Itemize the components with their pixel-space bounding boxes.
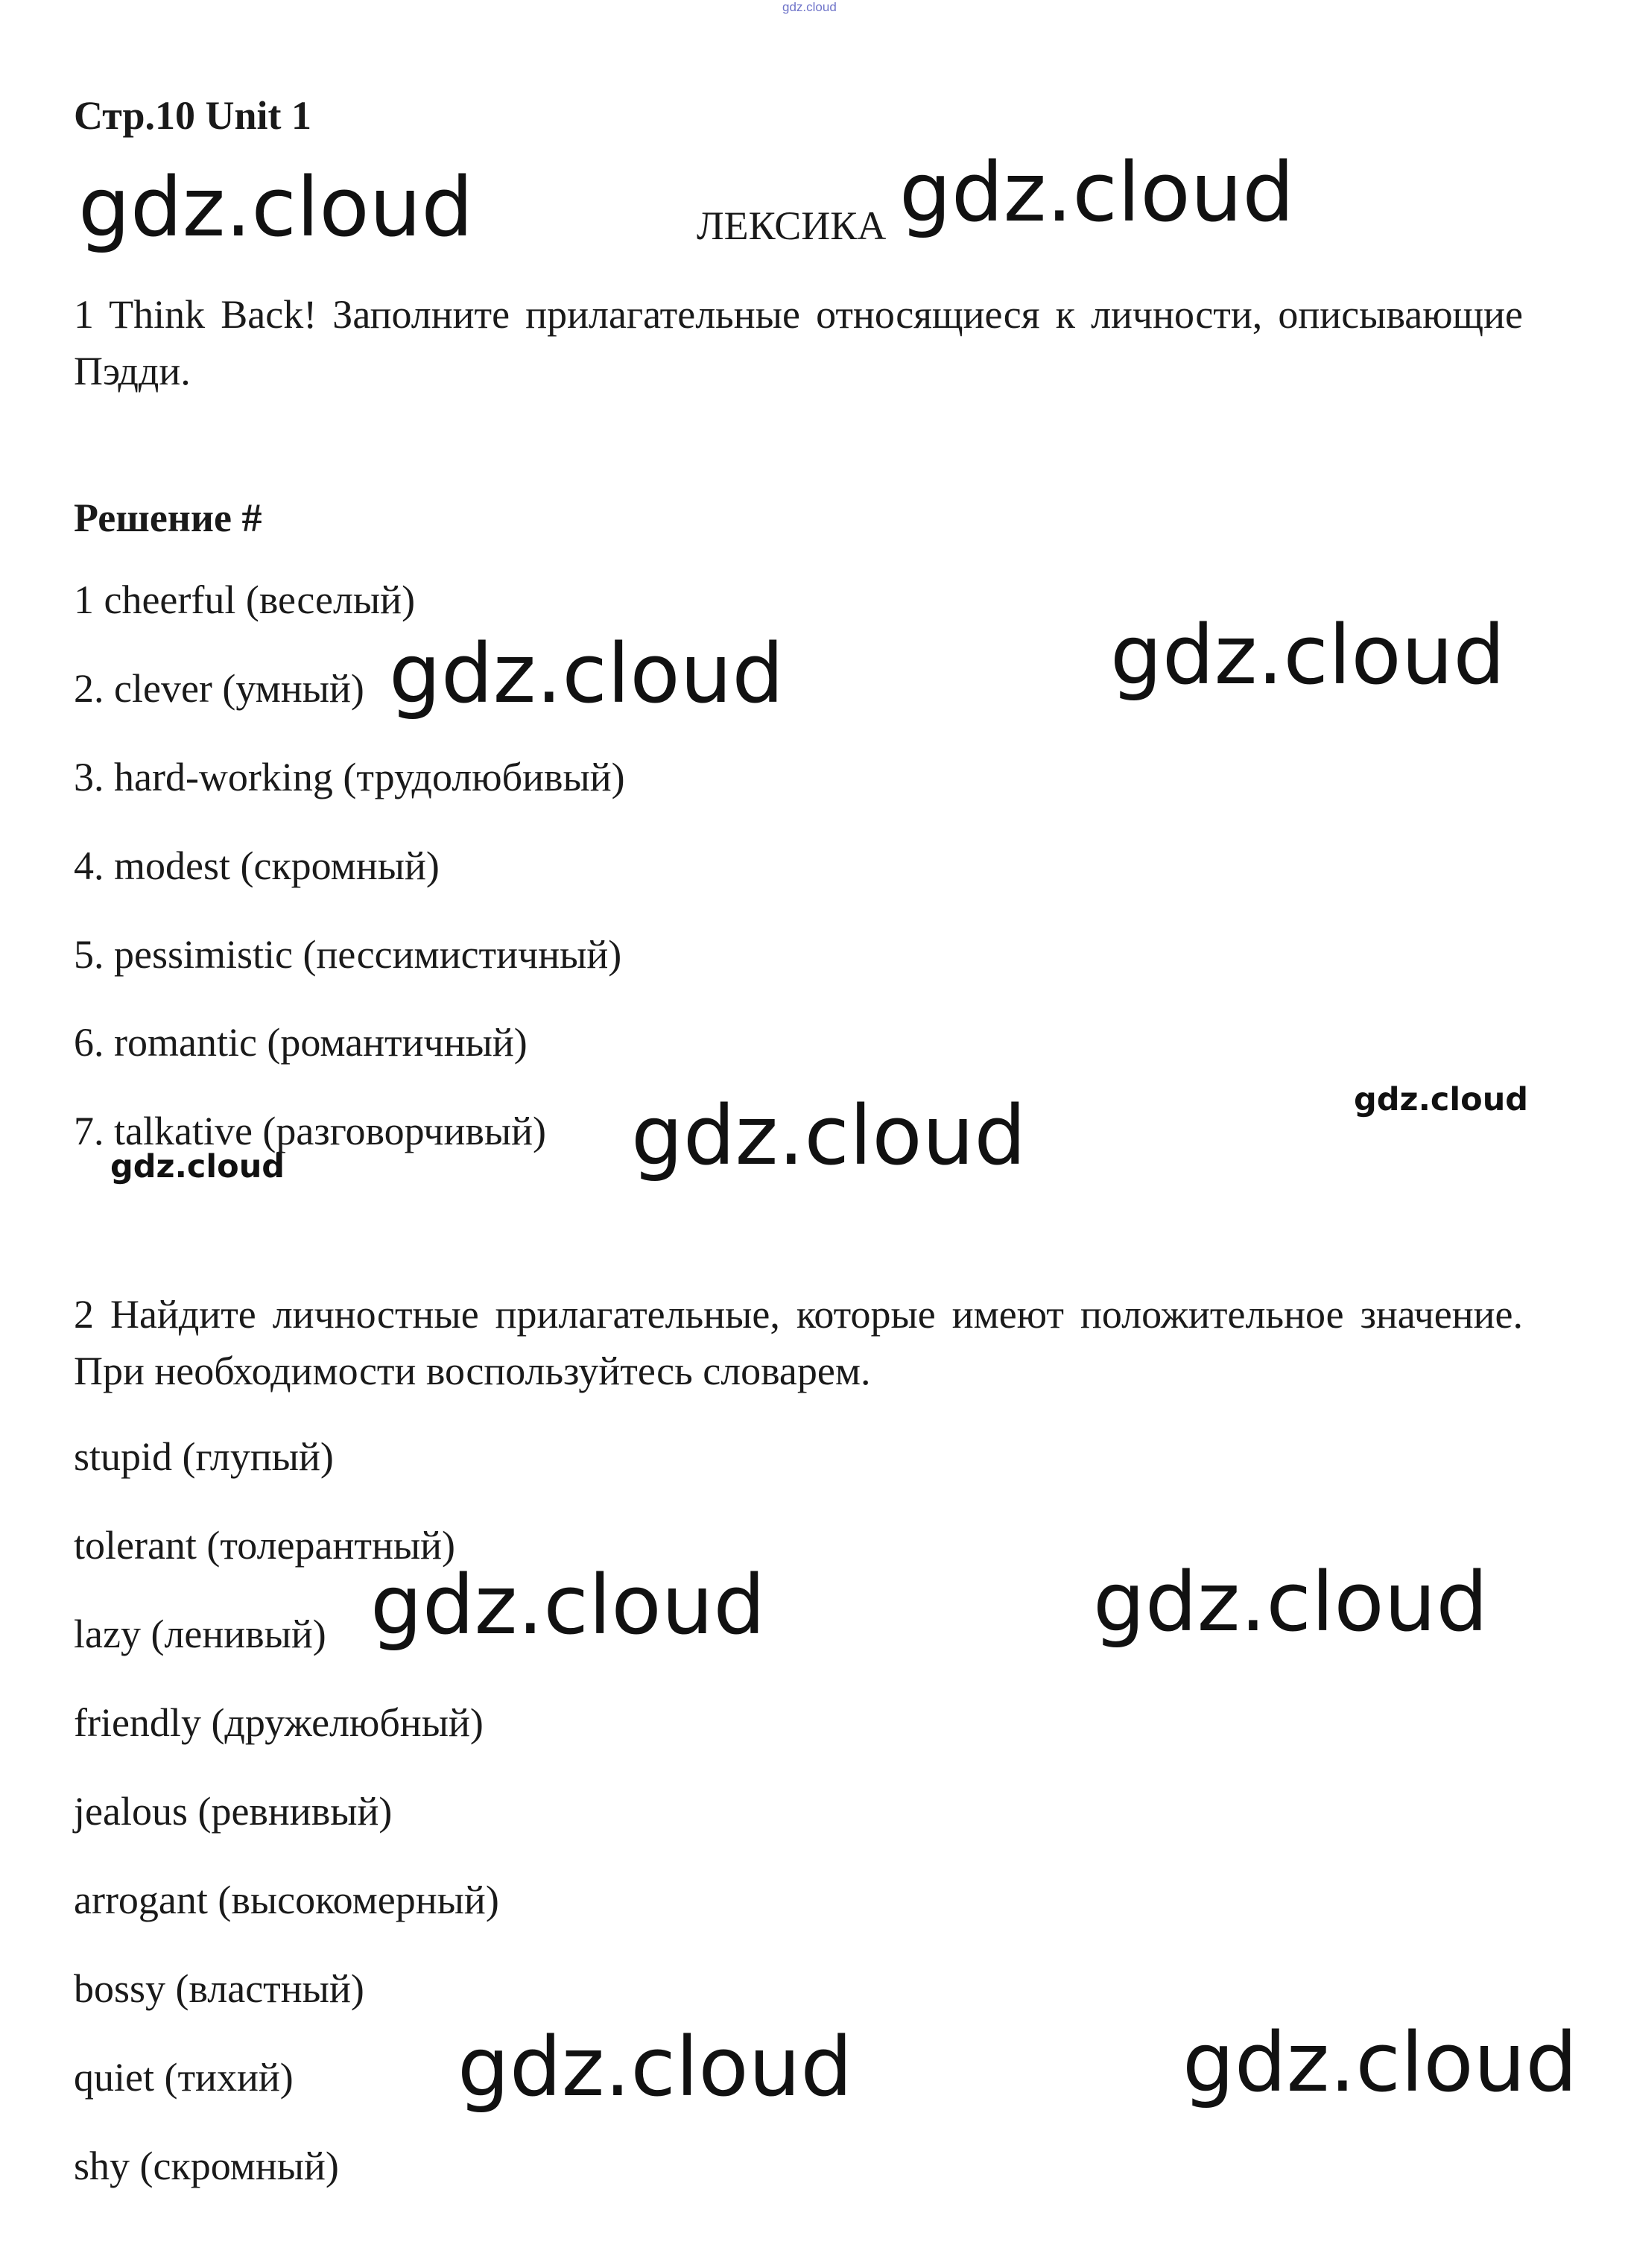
word-2: tolerant (толерантный) bbox=[74, 1523, 456, 1568]
watermark-5: gdz.cloud bbox=[1354, 1081, 1529, 1118]
word-6: arrogant (высокомерный) bbox=[74, 1878, 499, 1922]
word-5: jealous (ревнивый) bbox=[74, 1789, 393, 1834]
watermark-1: gdz.cloud bbox=[78, 159, 474, 255]
watermark-10: gdz.cloud bbox=[457, 2019, 853, 2115]
answer-1: 1 cheerful (веселый) bbox=[74, 577, 416, 622]
watermark-2: gdz.cloud bbox=[899, 145, 1295, 240]
section-title: ЛЕКСИКА bbox=[697, 203, 887, 248]
page-header: Стр.10 Unit 1 bbox=[74, 93, 312, 138]
answer-6: 6. romantic (романтичный) bbox=[74, 1020, 528, 1065]
word-8: quiet (тихий) bbox=[74, 2055, 294, 2100]
answer-7: 7. talkative (разговорчивый) bbox=[74, 1109, 546, 1153]
watermark-4: gdz.cloud bbox=[1110, 607, 1506, 703]
watermark-7: gdz.cloud bbox=[631, 1088, 1027, 1183]
word-1: stupid (глупый) bbox=[74, 1434, 334, 1479]
watermark-11: gdz.cloud bbox=[1182, 2015, 1578, 2110]
word-3: lazy (ленивый) bbox=[74, 1612, 326, 1656]
task-1-text: 1 Think Back! Заполните прилагательные относящиеся к личности, описывающие Пэдди. bbox=[74, 292, 1523, 393]
answer-3: 3. hard-working (трудолюбивый) bbox=[74, 755, 625, 799]
top-mark: gdz.cloud bbox=[782, 0, 837, 14]
task-2-text: 2 Найдите личностные прилагательные, которые имеют положительное значение. При необходимости воспользуйтесь словарем. bbox=[74, 1292, 1523, 1393]
watermark-6: gdz.cloud bbox=[110, 1148, 285, 1185]
watermark-9: gdz.cloud bbox=[1093, 1554, 1489, 1650]
word-9: shy (скромный) bbox=[74, 2144, 339, 2188]
watermark-3: gdz.cloud bbox=[389, 626, 785, 721]
answer-4: 4. modest (скромный) bbox=[74, 843, 440, 888]
answer-5: 5. pessimistic (пессимистичный) bbox=[74, 932, 622, 977]
answer-2: 2. clever (умный) bbox=[74, 666, 364, 711]
word-4: friendly (дружелюбный) bbox=[74, 1700, 484, 1745]
watermark-8: gdz.cloud bbox=[370, 1557, 766, 1653]
solution-heading: Решение # bbox=[74, 495, 262, 540]
word-7: bossy (властный) bbox=[74, 1966, 364, 2011]
